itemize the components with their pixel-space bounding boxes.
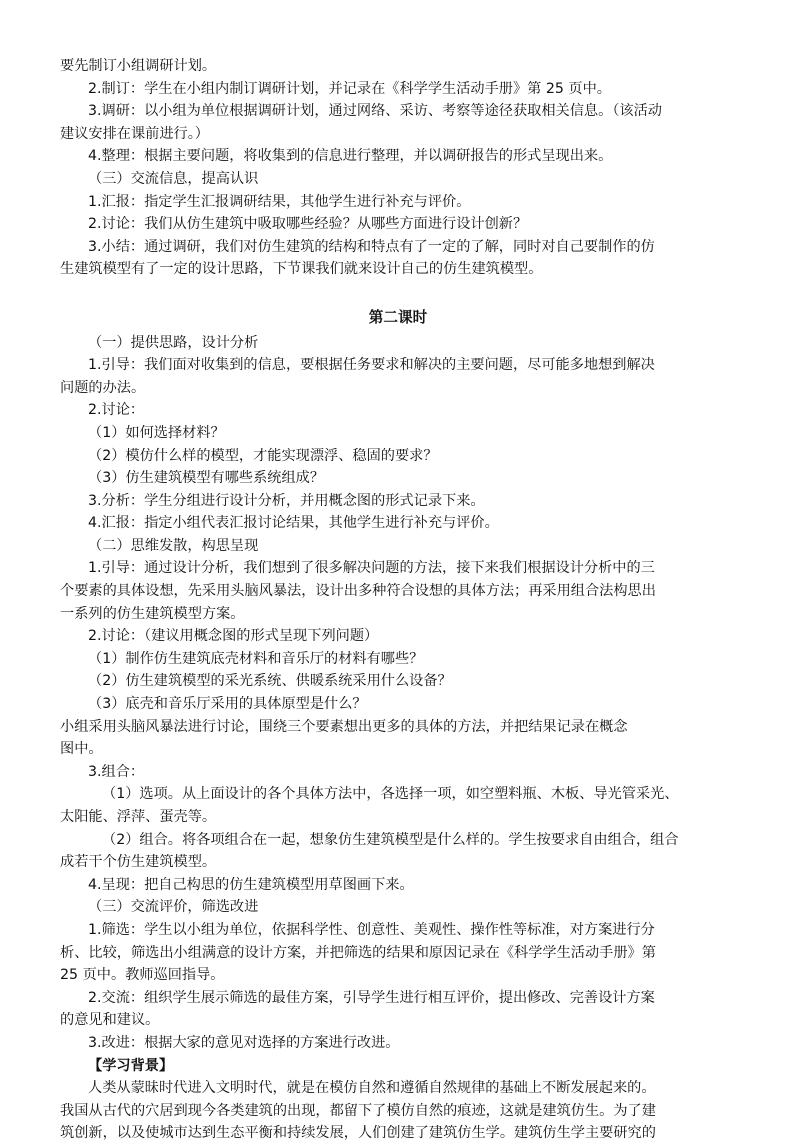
document-page <box>60 55 736 1145</box>
text-line: 一系列的仿生建筑模型方案。 <box>60 605 245 622</box>
text-line: 小组采用头脑风暴法进行讨论，围绕三个要素想出更多的具体的方法，并把结果记录在概念 <box>60 718 628 735</box>
subheading: （二）思维发散，构思呈现 <box>88 537 259 554</box>
text-line: 2.制订：学生在小组内制订调研计划，并记录在《科学学生活动手册》第 25 页中。 <box>88 80 611 97</box>
text-line: 25 页中。教师巡回指导。 <box>60 967 225 984</box>
section-1 <box>60 55 736 281</box>
text-line: 图中。 <box>60 741 103 758</box>
subheading: （三）交流信息，提高认识 <box>88 170 259 187</box>
text-line: 1.筛选：学生以小组为单位，依据科学性、创意性、美观性、操作性等标准，对方案进行分 <box>88 921 655 938</box>
text-line: 2.讨论： <box>88 402 145 419</box>
text-line: 人类从蒙昧时代进入文明时代，就是在模仿自然和遵循自然规律的基础上不断发展起来的。 <box>88 1080 656 1097</box>
subheading: （一）提供思路，设计分析 <box>88 334 259 351</box>
text-line: 3.组合： <box>88 763 145 780</box>
list-item: （3）仿生建筑模型有哪些系统组成？ <box>88 470 325 487</box>
text-line: 太阳能、浮萍、蛋壳等。 <box>60 809 217 825</box>
text-line: 我国从古代的穴居到现今各类建筑的出现，都留下了模仿自然的痕迹，这就是建筑仿生。为了建 <box>60 1102 656 1119</box>
text-line: 4.整理：根据主要问题，将收集到的信息进行整理，并以调研报告的形式呈现出来。 <box>88 148 613 165</box>
text-line: 3.分析：学生分组进行设计分析，并用概念图的形式记录下来。 <box>88 492 485 509</box>
text-line: 个要素的具体设想，先采用头脑风暴法，设计出多种符合设想的具体方法；再采用组合法构思出 <box>60 583 656 600</box>
text-line: 3.小结：通过调研，我们对仿生建筑的结构和特点有了一定的了解，同时对自己要制作的仿 <box>88 238 655 255</box>
text-line: 2.讨论：（建议用概念图的形式呈现下列问题） <box>88 628 379 645</box>
text-line: 的意见和建议。 <box>60 1012 160 1029</box>
text-line: 1.汇报：指定学生汇报调研结果，其他学生进行补充与评价。 <box>88 193 471 210</box>
list-item: （3）底壳和音乐厅采用的具体原型是什么？ <box>88 696 367 713</box>
text-line: 4.汇报：指定小组代表汇报讨论结果，其他学生进行补充与评价。 <box>88 515 499 532</box>
list-item: （2）组合。将各项组合在一起，想象仿生建筑模型是什么样的。学生按要求自由组合，组合 <box>102 831 679 848</box>
text-line: 2.讨论：我们从仿生建筑中吸取哪些经验？从哪些方面进行设计创新？ <box>88 216 528 233</box>
list-item: （1）制作仿生建筑底壳材料和音乐厅的材料有哪些？ <box>88 650 424 667</box>
text-line: 3.改进：根据大家的意见对选择的方案进行改进。 <box>88 1034 400 1051</box>
text-line: 1.引导：通过设计分析，我们想到了很多解决问题的方法，接下来我们根据设计分析中的三 <box>88 560 655 577</box>
text-line: 1.引导：我们面对收集到的信息，要根据任务要求和解决的主要问题，尽可能多地想到解决 <box>88 357 655 374</box>
list-item: （1）选项。从上面设计的各个具体方法中，各选择一项，如空塑料瓶、木板、导光管采光、 <box>102 786 679 803</box>
list-item: （2）仿生建筑模型的采光系统、供暖系统采用什么设备？ <box>88 673 452 690</box>
subheading: （三）交流评价，筛选改进 <box>88 899 259 916</box>
text-line: 筑创新，以及使城市达到生态平衡和持续发展，人们创建了建筑仿生学。建筑仿生学主要研究的 <box>60 1125 656 1142</box>
text-line: 生建筑模型有了一定的设计思路，下节课我们就来设计自己的仿生建筑模型。 <box>60 261 543 278</box>
section-title: 第二课时 <box>368 308 428 326</box>
text-line: 4.呈现：把自己构思的仿生建筑模型用草图画下来。 <box>88 876 414 893</box>
text-line: 要先制订小组调研计划。 <box>60 58 217 74</box>
text-line: 建议安排在课前进行。） <box>60 125 209 142</box>
text-line: 成若干个仿生建筑模型。 <box>60 854 217 871</box>
section-2 <box>60 332 736 1145</box>
bracket-heading: 【学习背景】 <box>88 1057 174 1074</box>
text-line: 问题的办法。 <box>60 379 146 396</box>
text-line: 2.交流：组织学生展示筛选的最佳方案，引导学生进行相互评价，提出修改、完善设计方案 <box>88 989 655 1006</box>
text-line: 析、比较，筛选出小组满意的设计方案，并把筛选的结果和原因记录在《科学学生活动手册》第 <box>60 944 656 961</box>
list-item: （1）如何选择材料？ <box>88 424 225 441</box>
list-item: （2）模仿什么样的模型，才能实现漂浮、稳固的要求？ <box>88 447 438 464</box>
text-line: 3.调研：以小组为单位根据调研计划，通过网络、采访、考察等途径获取相关信息。（该活动 <box>88 103 662 120</box>
